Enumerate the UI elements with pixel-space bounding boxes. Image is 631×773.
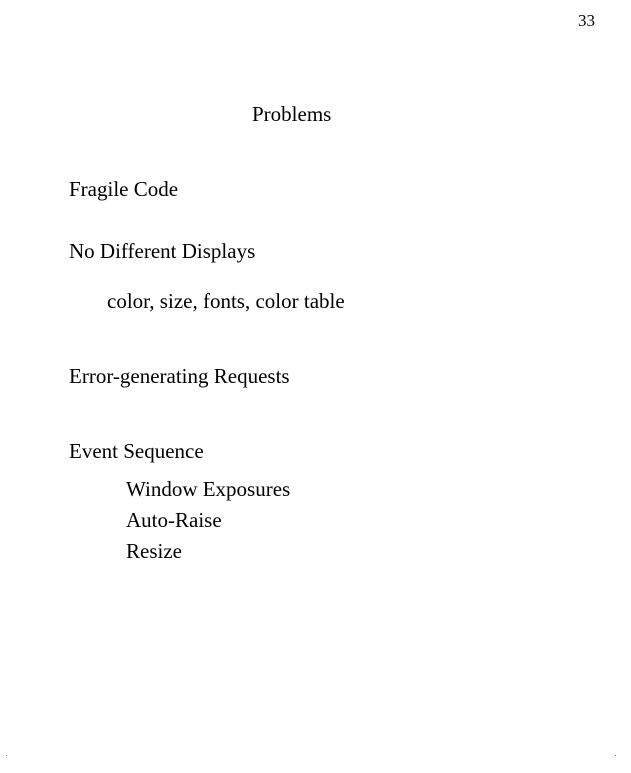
page-number: 33 — [578, 11, 595, 30]
page-title: Problems — [252, 102, 332, 126]
corner-dot-right — [615, 755, 616, 756]
item-event-sequence: Event Sequence — [69, 439, 204, 463]
item-error-generating-requests: Error-generating Requests — [69, 364, 290, 388]
corner-dot-left — [6, 755, 7, 756]
subitem-auto-raise: Auto-Raise — [126, 508, 222, 532]
item-no-different-displays: No Different Displays — [69, 239, 256, 263]
item-fragile-code: Fragile Code — [69, 177, 179, 201]
subitem-display-attributes: color, size, fonts, color table — [107, 289, 345, 313]
subitem-resize: Resize — [126, 539, 182, 563]
subitem-window-exposures: Window Exposures — [126, 477, 291, 501]
